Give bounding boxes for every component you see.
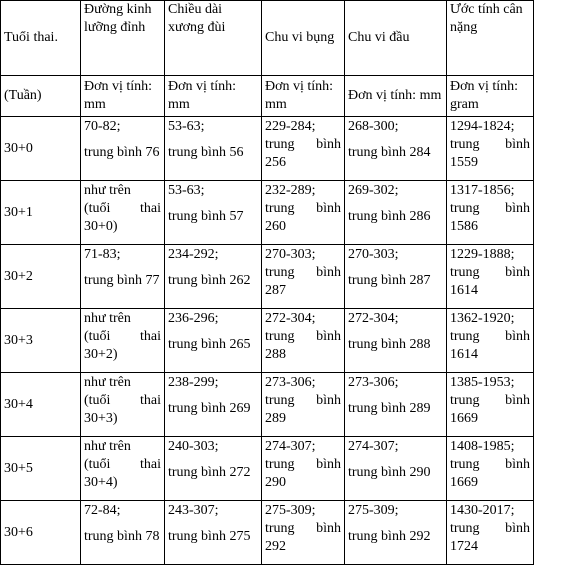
table-row — [1, 373, 534, 437]
cell-hc: 274-307; trung bình 290 — [345, 437, 447, 501]
cell-week: 30+6 — [1, 501, 81, 565]
cell-hc: 275-309; trung bình 292 — [345, 501, 447, 565]
header-unit-bpd: Đơn vị tính: mm — [81, 76, 165, 117]
header-unit-ac: Đơn vị tính: mm — [262, 76, 345, 117]
cell-efw: 1408-1985; trung bình 1669 — [447, 437, 534, 501]
cell-hc: 269-302; trung bình 286 — [345, 181, 447, 245]
cell-hc: 268-300; trung bình 284 — [345, 117, 447, 181]
header-abdominal-circumference: Chu vi bụng — [262, 1, 345, 76]
cell-bpd: như trên (tuổi thai 30+4) — [81, 437, 165, 501]
cell-ac: 272-304; trung bình 288 — [262, 309, 345, 373]
cell-bpd: 71-83; trung bình 77 — [81, 245, 165, 309]
cell-week: 30+0 — [1, 117, 81, 181]
cell-bpd: như trên (tuổi thai 30+3) — [81, 373, 165, 437]
table-row — [1, 501, 534, 565]
cell-efw: 1294-1824; trung bình 1559 — [447, 117, 534, 181]
cell-fl: 240-303; trung bình 272 — [165, 437, 262, 501]
header-unit-efw: Đơn vị tính: gram — [447, 76, 534, 117]
cell-ac: 273-306; trung bình 289 — [262, 373, 345, 437]
header-unit-fl: Đơn vị tính: mm — [165, 76, 262, 117]
cell-fl: 234-292; trung bình 262 — [165, 245, 262, 309]
table-row — [1, 437, 534, 501]
cell-ac: 274-307; trung bình 290 — [262, 437, 345, 501]
cell-week: 30+5 — [1, 437, 81, 501]
header-estimated-weight: Ước tính cân nặng — [447, 1, 534, 76]
cell-fl: 53-63; trung bình 57 — [165, 181, 262, 245]
cell-hc: 270-303; trung bình 287 — [345, 245, 447, 309]
cell-week: 30+3 — [1, 309, 81, 373]
cell-efw: 1430-2017; trung bình 1724 — [447, 501, 534, 565]
cell-bpd: như trên (tuổi thai 30+2) — [81, 309, 165, 373]
header-row-titles — [1, 1, 534, 76]
cell-fl: 243-307; trung bình 275 — [165, 501, 262, 565]
header-head-circumference: Chu vi đầu — [345, 1, 447, 76]
cell-week: 30+4 — [1, 373, 81, 437]
table-row — [1, 245, 534, 309]
table-body — [1, 117, 534, 565]
cell-efw: 1385-1953; trung bình 1669 — [447, 373, 534, 437]
cell-ac: 232-289; trung bình 260 — [262, 181, 345, 245]
cell-week: 30+1 — [1, 181, 81, 245]
header-gestational-age: Tuổi thai. — [1, 1, 81, 76]
header-unit-hc: Đơn vị tính: mm — [345, 76, 447, 117]
cell-efw: 1229-1888; trung bình 1614 — [447, 245, 534, 309]
cell-hc: 273-306; trung bình 289 — [345, 373, 447, 437]
cell-week: 30+2 — [1, 245, 81, 309]
header-biparietal-diameter: Đường kinh lưỡng đỉnh — [81, 1, 165, 76]
header-row-units — [1, 76, 534, 117]
cell-fl: 236-296; trung bình 265 — [165, 309, 262, 373]
cell-ac: 275-309; trung bình 292 — [262, 501, 345, 565]
cell-fl: 53-63; trung bình 56 — [165, 117, 262, 181]
table-row — [1, 181, 534, 245]
cell-bpd: 70-82; trung bình 76 — [81, 117, 165, 181]
cell-ac: 270-303; trung bình 287 — [262, 245, 345, 309]
header-femur-length: Chiều dài xương đùi — [165, 1, 262, 76]
cell-bpd: như trên (tuổi thai 30+0) — [81, 181, 165, 245]
table-row — [1, 117, 534, 181]
cell-fl: 238-299; trung bình 269 — [165, 373, 262, 437]
header-unit-weeks: (Tuần) — [1, 76, 81, 117]
cell-efw: 1317-1856; trung bình 1586 — [447, 181, 534, 245]
cell-ac: 229-284; trung bình 256 — [262, 117, 345, 181]
table-row — [1, 309, 534, 373]
cell-hc: 272-304; trung bình 288 — [345, 309, 447, 373]
cell-bpd: 72-84; trung bình 78 — [81, 501, 165, 565]
cell-efw: 1362-1920; trung bình 1614 — [447, 309, 534, 373]
